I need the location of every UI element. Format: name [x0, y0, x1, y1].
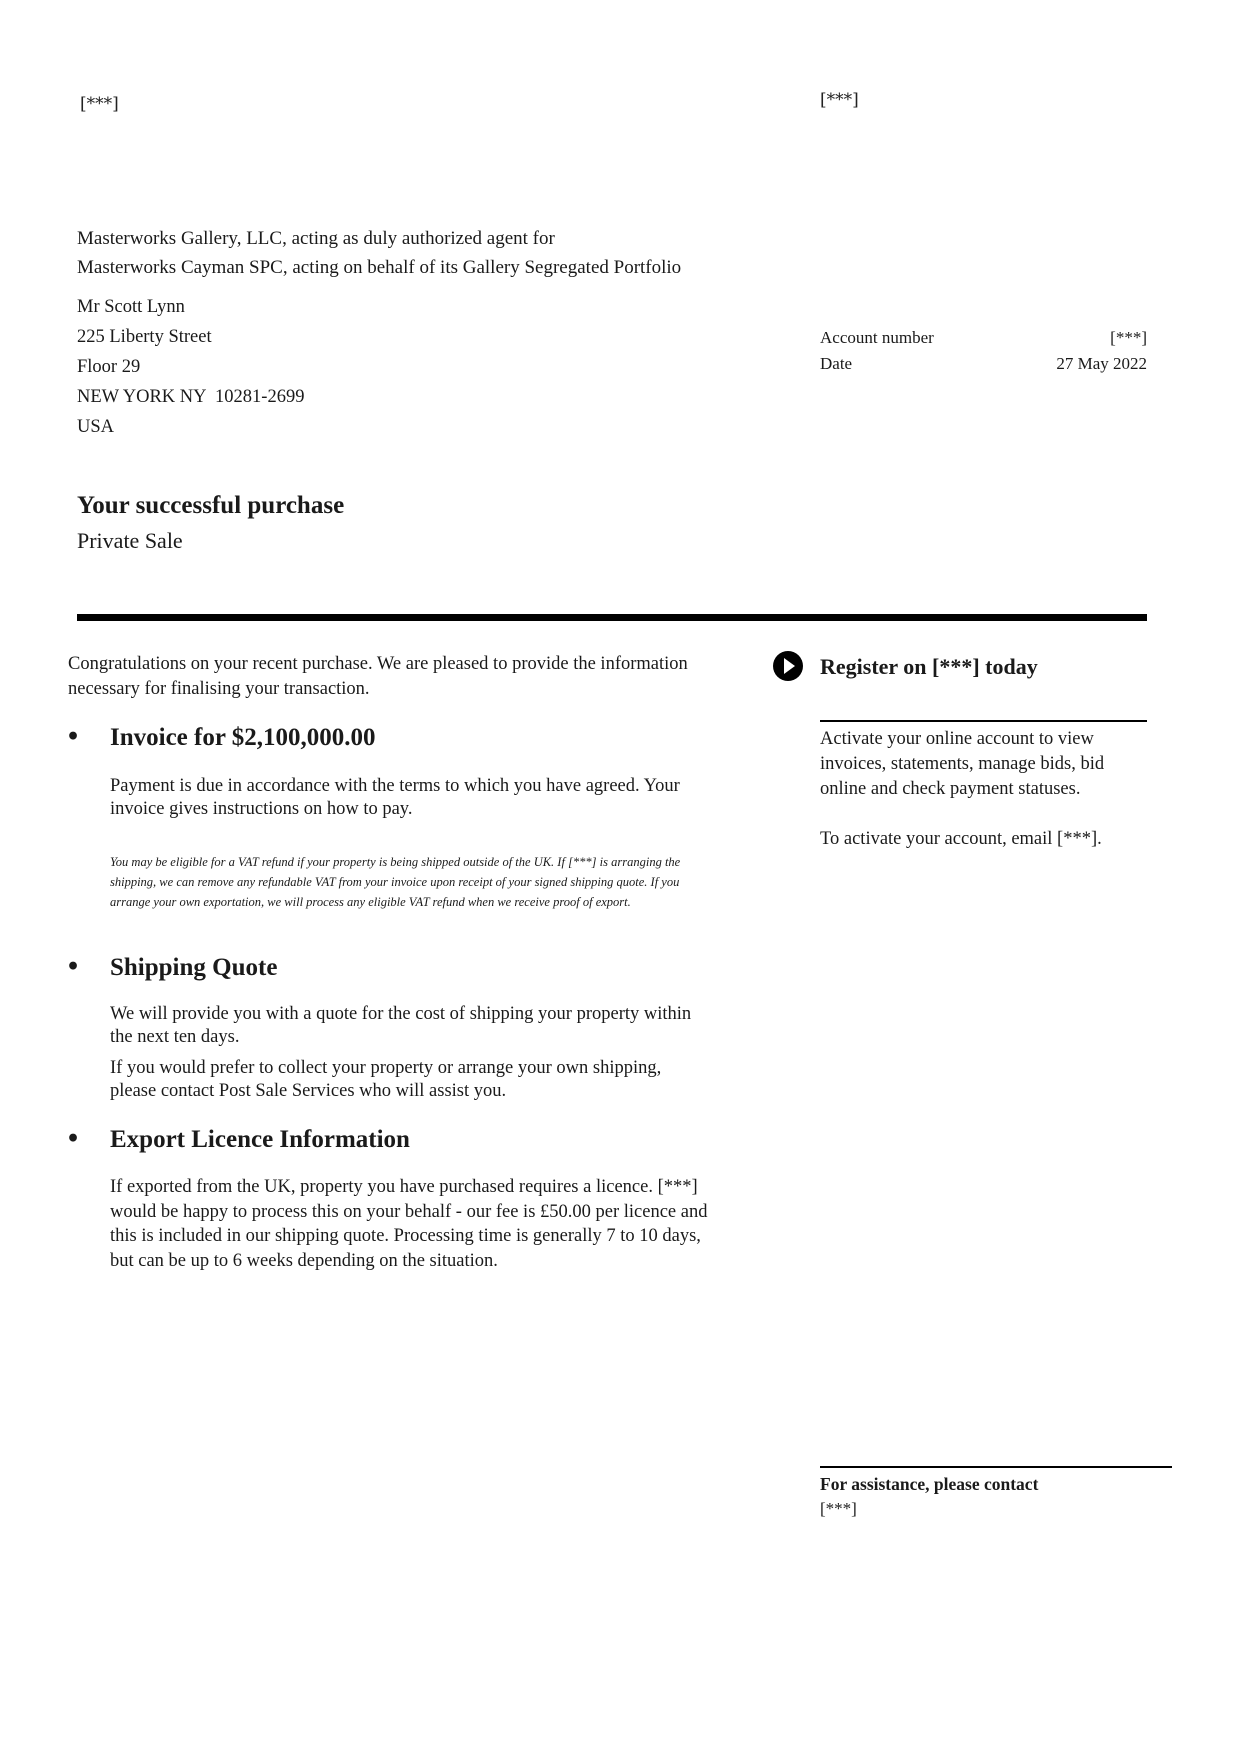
intro-text: Congratulations on your recent purchase. We are pleased to provide the information necessary for finalising your transaction.	[68, 654, 688, 699]
play-circle-icon	[773, 651, 803, 681]
assistance-title: For assistance, please contact	[820, 1474, 1039, 1494]
agent-line-2: Masterworks Cayman SPC, acting on behalf of its Gallery Segregated Portfolio	[77, 257, 682, 278]
recipient-address	[77, 292, 304, 442]
page-title: Your successful purchase	[77, 492, 345, 519]
bullet-export: •	[66, 1126, 81, 1152]
bullet-shipping: •	[66, 954, 81, 980]
shipping-title: Shipping Quote	[110, 954, 278, 981]
assistance-contact: [***]	[820, 1499, 857, 1518]
recipient-country: USA	[77, 417, 115, 437]
header-right-redacted: [***]	[820, 90, 859, 110]
date-label: Date	[820, 354, 853, 373]
date-row	[820, 351, 1147, 377]
export-title: Export Licence Information	[110, 1126, 410, 1153]
register-text-2: To activate your account, email [***].	[820, 829, 1102, 849]
shipping-text-1: We will provide you with a quote for the cost of shipping your property within the next ten days.	[110, 1004, 692, 1047]
register-divider	[820, 720, 1147, 722]
header-left-redacted: [***]	[80, 94, 119, 114]
page-subtitle: Private Sale	[77, 528, 183, 553]
account-number-row	[820, 325, 1147, 351]
heading-divider	[77, 614, 1147, 621]
account-number-value: [***]	[1110, 328, 1147, 347]
shipping-text-2: If you would prefer to collect your property or arrange your own shipping, please contact Post Sale Services who will assist you.	[110, 1058, 662, 1101]
register-panel	[820, 727, 1147, 852]
invoice-title: Invoice for $2,100,000.00	[110, 724, 376, 751]
date-value: 27 May 2022	[1056, 354, 1147, 373]
account-meta	[820, 325, 1147, 377]
agent-block	[77, 224, 837, 282]
assistance-divider	[820, 1466, 1172, 1468]
recipient-street: 225 Liberty Street	[77, 327, 212, 347]
agent-line-1: Masterworks Gallery, LLC, acting as duly authorized agent for	[77, 228, 555, 249]
invoice-text: Payment is due in accordance with the terms to which you have agreed. Your invoice gives instructions on how to pay.	[110, 776, 680, 819]
recipient-floor: Floor 29	[77, 357, 141, 377]
register-title: Register on [***] today	[820, 654, 1038, 679]
vat-note: You may be eligible for a VAT refund if your property is being shipped outside of the UK. If [***] is arranging the shipping, we can remove any refundable VAT from your invoice upon receipt of your signed shipping quote. If you arrange your own exportation, we will process any eligible VAT refund when we receive proof of export.	[110, 855, 681, 909]
recipient-name: Mr Scott Lynn	[77, 297, 185, 317]
bullet-invoice: •	[66, 724, 81, 750]
register-text-1: Activate your online account to view invoices, statements, manage bids, bid online and check payment statuses.	[820, 729, 1105, 799]
account-number-label: Account number	[820, 328, 934, 347]
recipient-city: NEW YORK NY 10281-2699	[77, 387, 305, 407]
export-text: If exported from the UK, property you have purchased requires a licence. [***] would be happy to process this on your behalf - our fee is £50.00 per licence and this is included in our shipping quote. Processing time is generally 7 to 10 days, but can be up to 6 weeks depending on the situation.	[110, 1177, 708, 1271]
